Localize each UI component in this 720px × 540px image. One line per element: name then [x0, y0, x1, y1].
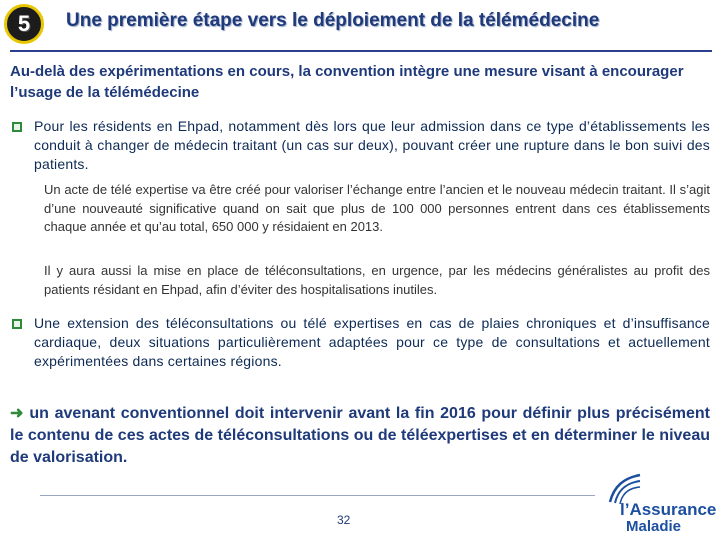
bullet-text: Une extension des téléconsultations ou télé expertises en cas de plaies chroniques et d’insuffisance cardiaque, deux situations particulièrement adaptées pour ce type de consultations et actuellement expérimentées dans certaines régions.	[34, 315, 710, 369]
conclusion	[10, 403, 710, 469]
logo-line-2: Maladie	[626, 518, 682, 535]
sub-paragraph-tele-expertise: Un acte de télé expertise va être créé pour valoriser l’échange entre l’ancien et le nouveau médecin traitant. Il s’agit d’une nouveauté significative quand on sait que plus de 100 000 personnes entrent dans ces établissements chaque année et qu’au total, 650 000 y résidaient en 2013.	[44, 182, 710, 234]
bullet-item-extension	[10, 314, 710, 371]
checkbox-square-icon	[12, 319, 22, 329]
intro-text: Au-delà des expérimentations en cours, la convention intègre une mesure visant à encourager l’usage de la télémédecine	[10, 63, 684, 101]
conclusion-text: un avenant conventionnel doit intervenir avant la fin 2016 pour définir plus précisément le contenu de ces actes de téléconsultations ou de téléexpertises et en déterminer le niveau de valorisation.	[10, 405, 710, 466]
checkbox-square-icon	[12, 122, 22, 132]
right-arrow-icon: ➜	[10, 405, 24, 422]
title-divider	[10, 50, 712, 52]
bullet-text: Pour les résidents en Ehpad, notamment dès lors que leur admission dans ce type d’établissements les conduit à changer de médecin traitant (un cas sur deux), pouvant créer une rupture dans le bon suivi des patients.	[34, 118, 710, 172]
slide-number-badge	[4, 4, 44, 44]
page-title: Une première étape vers le déploiement de la télémédecine	[66, 10, 600, 31]
sub-paragraph-teleconsultations: Il y aura aussi la mise en place de téléconsultations, en urgence, par les médecins généralistes au profit des patients résidant en Ehpad, afin d’éviter des hospitalisations inutiles.	[44, 263, 710, 297]
page-number: 32	[337, 513, 351, 527]
footer-divider	[40, 495, 595, 496]
logo-line-1: l’Assurance	[620, 500, 717, 519]
bullet-item-ehpad	[10, 117, 710, 174]
assurance-maladie-logo	[596, 470, 717, 535]
slide-number: 5	[17, 11, 31, 36]
